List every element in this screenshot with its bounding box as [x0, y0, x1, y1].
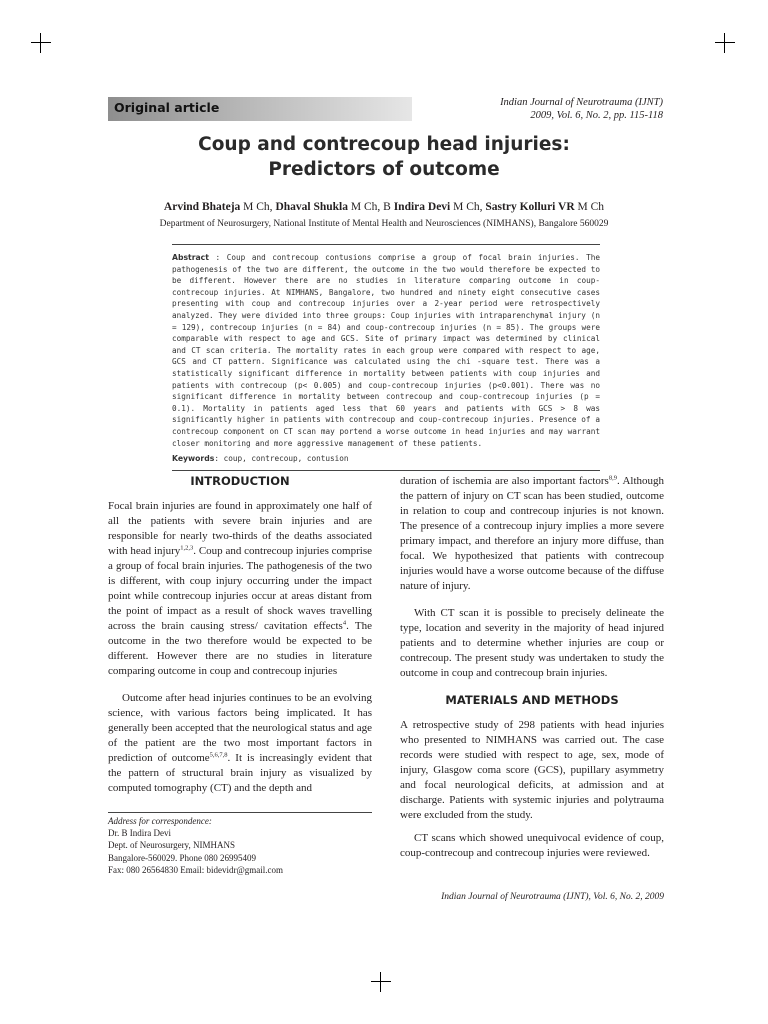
affiliation: Department of Neurosurgery, National Institute of Mental Health and Neurosciences (NIMHANS), Bangalore 560029 [159, 219, 609, 229]
journal-citation [500, 96, 663, 122]
title-line-1: Coup and contrecoup head injuries: [198, 134, 570, 155]
intro-paragraph-4: With CT scan it is possible to precisely delineate the type, location and severity in the majority of head injured patients and to determine whether injuries are coup or contrecoup. The present study was undertaken to study the outcome in coup and contrecoup brain injuries. [400, 607, 664, 679]
author-list [0, 201, 768, 213]
correspondence-line: Fax: 080 26564830 Email: bidevidr@gmail.com [108, 864, 284, 875]
abstract-label: Abstract [172, 253, 209, 262]
keywords-text: : coup, contrecoup, contusion [214, 454, 349, 464]
keywords-label: Keywords [172, 454, 215, 464]
abstract-box [172, 244, 600, 471]
author-name: Arvind Bhateja [163, 201, 241, 213]
correspondence-line: Bangalore-560029. Phone 080 26995409 [108, 852, 256, 863]
left-column [108, 474, 372, 796]
intro-paragraph-2: Outcome after head injuries continues to be an evolving science, with various factors being implicated. It has generally been accepted that the neurological status and age of the patient are the two most important factors in prediction of outcome$^{5,6,7,8}$. It is increasingly evident that the pattern of structural brain injury as visualized by computed tomography (CT) and the depth and [108, 692, 373, 794]
author-degree: M Ch, [450, 201, 486, 213]
journal-name: Indian Journal of Neurotrauma (IJNT) [500, 97, 663, 108]
author-degree: M Ch, B [348, 201, 394, 213]
author-name: Indira Devi [393, 201, 451, 213]
intro-paragraph-1: Focal brain injuries are found in approximately one half of all the patients with severe brain injuries and are responsible for nearly two-thirds of the deaths associated with head injury$^{1,2,3}$. Coup and contrecoup injuries comprise a group of focal brain injuries. The pathogenesis of the two is different, with coup injury occurring under the impact point while contrecoup injuries occur at areas distant from the point of impact as a result of shock waves travelling across the brain causing stress/ cavitation effects$^4$. The outcome in the two therefore would be expected to be different. However there are no studies in literature comparing outcome in coup and contrecoup injuries [108, 500, 372, 677]
section-heading-methods: MATERIALS AND METHODS [445, 693, 619, 707]
methods-paragraph-2: CT scans which showed unequivocal evidence of coup, coup-contrecoup and contrecoup injuries were reviewed. [400, 832, 664, 859]
intro-paragraph-3: duration of ischemia are also important factors$^{8,9}$. Although the pattern of injury on CT scan has been studied, outcome in relation to coup and contrecoup injuries is not known. The presence of a contrecoup injury implies a more severe primary impact, and therefore an injury more diffuse, than focal. We hypothesized that patients with contrecoup injuries would have a worse outcome because of the diffuse nature of injury. [400, 474, 664, 592]
author-name: Sastry Kolluri VR [485, 201, 575, 213]
article-title [0, 132, 768, 182]
author-degree: M Ch, [240, 201, 276, 213]
article-type-label: Original article [114, 100, 220, 115]
correspondence-label: Address for correspondence: [108, 816, 212, 826]
article-type-banner [108, 97, 412, 121]
right-column [400, 474, 664, 861]
author-degree: M Ch [574, 201, 605, 213]
correspondence-block [108, 812, 372, 876]
author-name: Dhaval Shukla [275, 201, 348, 213]
page-footer: Indian Journal of Neurotrauma (IJNT), Vol. 6, No. 2, 2009 [441, 892, 664, 902]
crop-mark-top-left [31, 33, 51, 53]
journal-volume: 2009, Vol. 6, No. 2, pp. 115-118 [530, 110, 663, 121]
crop-mark-bottom [371, 972, 391, 992]
crop-mark-top-right [715, 33, 735, 53]
title-line-2: Predictors of outcome [268, 159, 500, 180]
section-heading-introduction: INTRODUCTION [190, 474, 290, 488]
correspondence-line: Dr. B Indira Devi [108, 828, 171, 839]
methods-paragraph-1: A retrospective study of 298 patients with head injuries who presented to NIMHANS was carried out. The case records were studied with respect to age, sex, mode of injury, Glasgow coma score (GCS), pupillary asymmetry and focal neurological deficits, at admission and at discharge. Patients with systemic injuries and polytrauma were excluded from the study. [400, 719, 664, 821]
abstract-text: : Coup and contrecoup contusions comprise a group of focal brain injuries. The pathogenesis of the two are different, the outcome in the two would therefore be expected to be different. However there are no studies in literature comparing outcome in coup-contrecoup injuries. At NIMHANS, Bangalore, two hundred and ninety eight consecutive cases presenting with coup and contrecoup injuries over a 2-year period were retrospectively analyzed. They were divided into three groups: Coup injuries with intraparenchymal injury (n = 129), contrecoup injuries (n = 84) and coup-contrecoup injuries (n = 85). The groups were comparable with respect to age and GCS. Site of primary impact was determined by clinical and CT scan criteria. The mortality rates in each group were compared with respect to age, GCS and CT pattern. Significance was calculated using the chi -square test. There was a statistically significant difference in mortality between patients with coup injuries and patients with contrecoup (p< 0.005) and coup-contrecoup injuries (p<0.001). There was no significant difference in mortality between contrecoup and coup-contrecoup injuries (p = 0.1). Mortality in patients aged less that 60 years and patients with GCS > 8 was significantly higher in patients with contrecoup and coup-contrecoup injuries. Presence of a contrecoup component on CT scan may portend a worse outcome in head injuries and may warrant closer monitoring and more aggressive management of these patients. [172, 253, 600, 448]
correspondence-line: Dept. of Neurosurgery, NIMHANS [108, 840, 235, 851]
